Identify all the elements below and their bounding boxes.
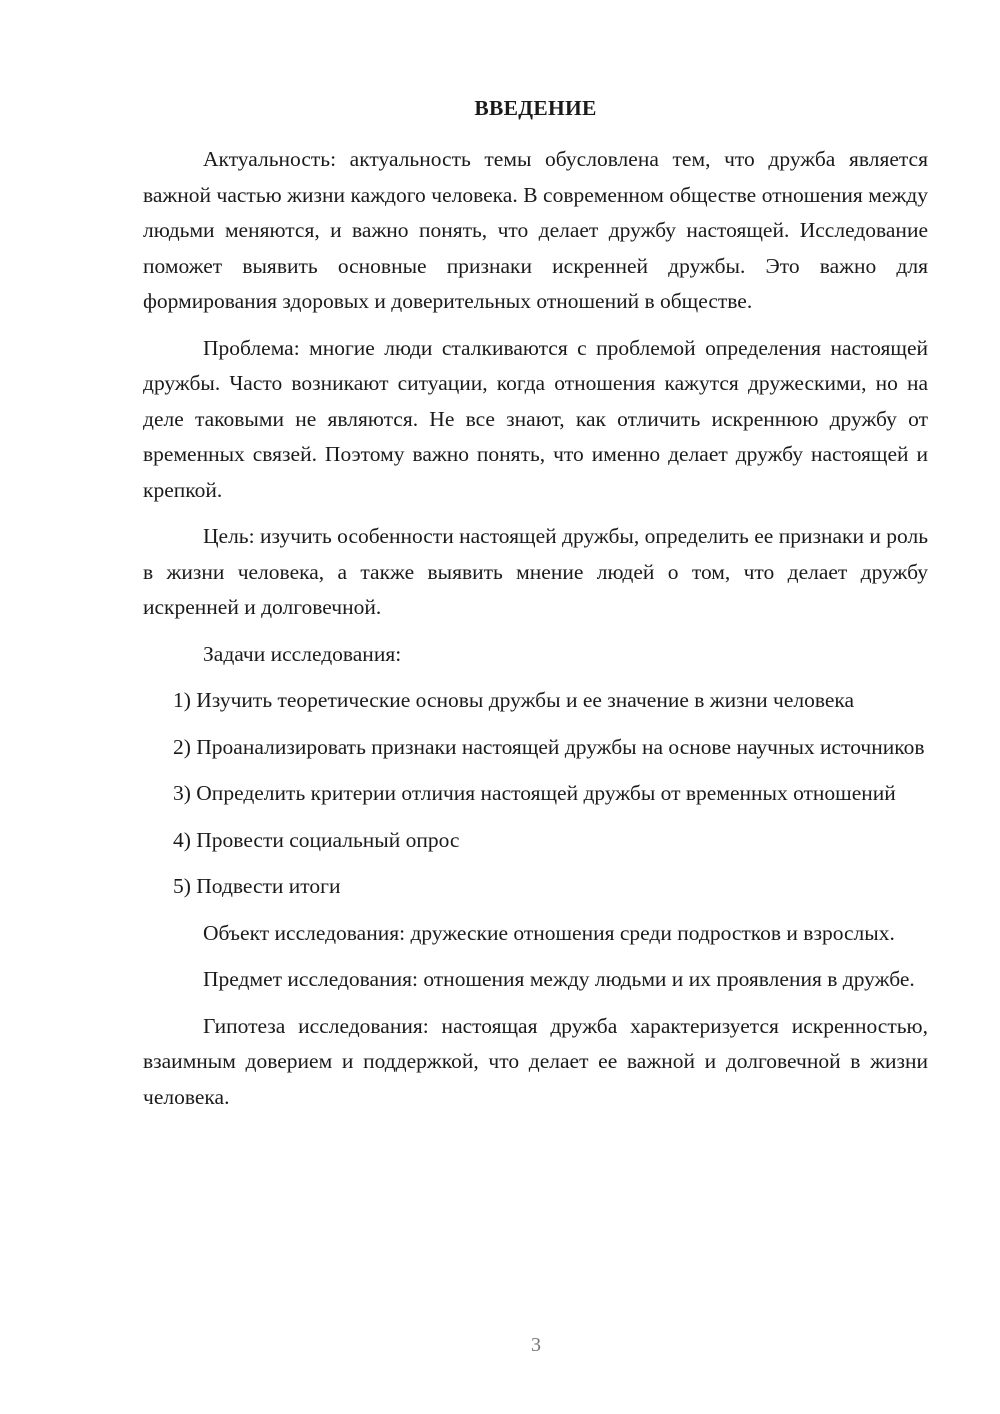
task-item: 5) Подвести итоги [173,874,341,898]
paragraph-subject: Предмет исследования: отношения между людьми и их проявления в дружбе. [203,967,915,991]
paragraph-tasks-heading: Задачи исследования: [203,641,402,666]
document-body [143,142,928,1126]
paragraph-problem: Проблема: многие люди сталкиваются с проблемой определения настоящей дружбы. Часто возникают ситуации, когда отношения кажутся дружескими, но на деле таковыми не являются. Не все знают, как отличить искреннюю дружбу от временных связей. Поэтому важно понять, что именно делает дружбу настоящей и крепкой. [143,335,928,502]
page-number: 3 [531,1334,541,1356]
paragraph-relevance: Актуальность: актуальность темы обусловлена тем, что дружба является важной частью жизни каждого человека. В современном обществе отношения между людьми меняются, и важно понять, что делает дружбу настоящей. Исследование поможет выявить основные признаки искренней дружбы. Это важно для формирования здоровых и доверительных отношений в обществе. [143,147,928,313]
task-item: 2) Проанализировать признаки настоящей дружбы на основе научных источников [173,734,925,759]
paragraph-object: Объект исследования: дружеские отношения среди подростков и взрослых. [203,920,895,945]
page-title: ВВЕДЕНИЕ [474,96,597,120]
paragraph-goal: Цель: изучить особенности настоящей дружбы, определить ее признаки и роль в жизни человека, а также выявить мнение людей о том, что делает дружбу искренней и долговечной. [143,524,928,619]
task-item: 1) Изучить теоретические основы дружбы и ее значение в жизни человека [173,688,855,712]
task-item: 4) Провести социальный опрос [173,827,460,852]
paragraph-hypothesis: Гипотеза исследования: настоящая дружба характеризуется искренностью, взаимным доверием и поддержкой, что делает ее важной и долговечной в жизни человека. [143,1013,928,1109]
task-item: 3) Определить критерии отличия настоящей дружбы от временных отношений [173,781,896,805]
